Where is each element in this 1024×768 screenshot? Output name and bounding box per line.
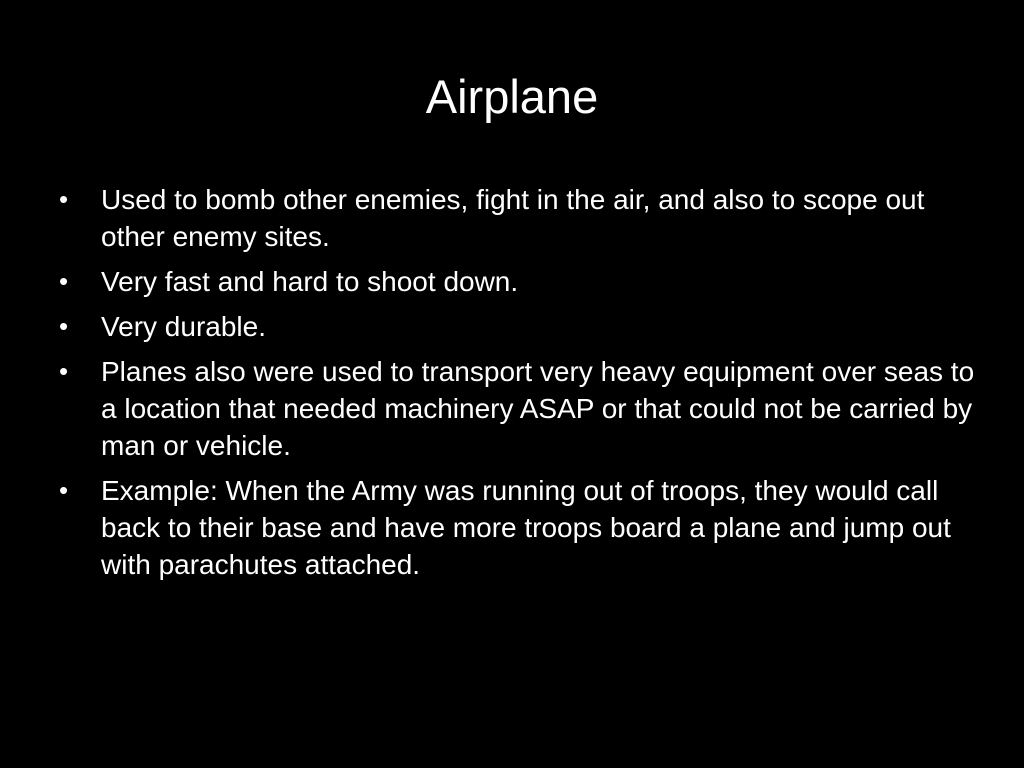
bullet-text: Very fast and hard to shoot down. [101, 266, 519, 297]
bullet-text: Very durable. [101, 311, 266, 342]
bullet-icon: • [59, 184, 69, 214]
bullet-text: Used to bomb other enemies, fight in the air, and also to scope out other enemy sites. [101, 184, 925, 252]
bullet-item [56, 308, 976, 345]
bullet-item [56, 472, 976, 583]
bullet-list [56, 181, 976, 591]
bullet-item [56, 263, 976, 300]
bullet-icon: • [59, 266, 69, 296]
bullet-item [56, 353, 976, 464]
bullet-icon: • [59, 356, 69, 386]
bullet-text: Example: When the Army was running out of troops, they would call back to their base and have more troops board a plane and jump out with parachutes attached. [101, 475, 951, 580]
bullet-icon: • [59, 475, 69, 505]
slide-title: Airplane [425, 70, 599, 123]
bullet-icon: • [59, 311, 69, 341]
bullet-item [56, 181, 976, 255]
bullet-text: Planes also were used to transport very heavy equipment over seas to a location that needed machinery ASAP or that could not be carried by man or vehicle. [101, 356, 975, 461]
